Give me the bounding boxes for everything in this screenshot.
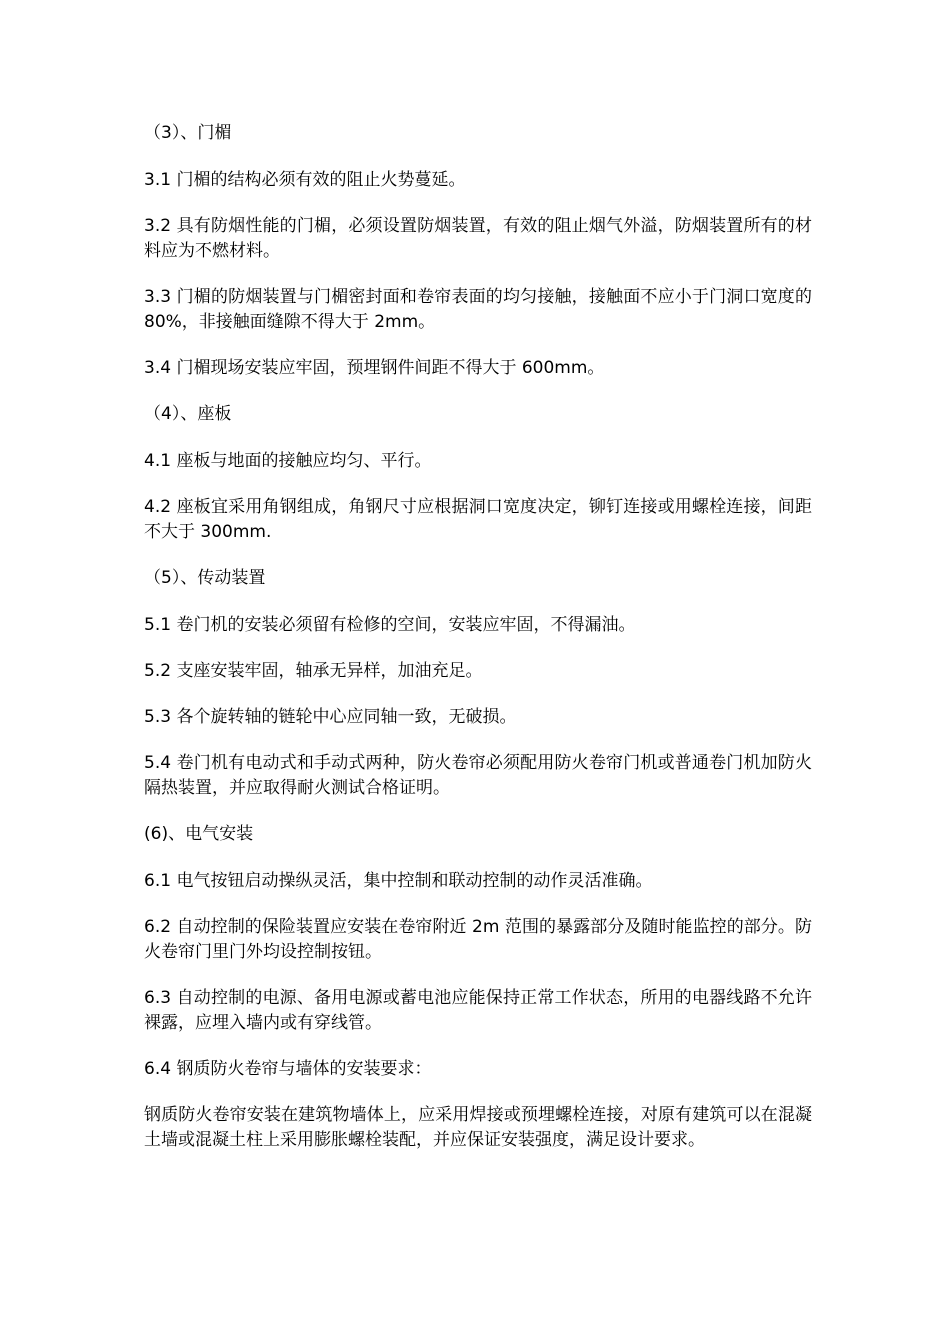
paragraph-3-4: 3.4 门楣现场安装应牢固，预埋钢件间距不得大于 600mm。 [144, 358, 605, 378]
paragraph-4-1: 4.1 座板与地面的接触应均匀、平行。 [144, 451, 432, 471]
paragraph-5-2: 5.2 支座安装牢固，轴承无异样，加油充足。 [144, 661, 483, 681]
paragraph-3-3: 3.3 门楣的防烟装置与门楣密封面和卷帘表面的均匀接触，接触面不应小于门洞口宽度的 80%，非接触面缝隙不得大于 2mm。 [144, 287, 812, 332]
section-heading-4: （4）、座板 [144, 404, 232, 424]
paragraph-3-2: 3.2 具有防烟性能的门楣，必须设置防烟装置，有效的阻止烟气外溢，防烟装置所有的材料应为不燃材料。 [144, 216, 812, 261]
paragraph-6-2: 6.2 自动控制的保险装置应安装在卷帘附近 2m 范围的暴露部分及随时能监控的部分。防火卷帘门里门外均设控制按钮。 [144, 917, 812, 962]
paragraph-5-1: 5.1 卷门机的安装必须留有检修的空间，安装应牢固，不得漏油。 [144, 615, 636, 635]
paragraph-4-2: 4.2 座板宜采用角钢组成，角钢尺寸应根据洞口宽度决定，铆钉连接或用螺栓连接，间距不大于 300mm. [144, 497, 812, 542]
paragraph-5-4: 5.4 卷门机有电动式和手动式两种，防火卷帘必须配用防火卷帘门机或普通卷门机加防火隔热装置，并应取得耐火测试合格证明。 [144, 753, 812, 798]
paragraph-3-1: 3.1 门楣的结构必须有效的阻止火势蔓延。 [144, 170, 466, 190]
paragraph-6-3: 6.3 自动控制的电源、备用电源或蓄电池应能保持正常工作状态，所用的电器线路不允许裸露，应埋入墙内或有穿线管。 [144, 988, 812, 1033]
section-heading-6: (6)、电气安装 [144, 824, 254, 844]
section-heading-5: （5）、传动装置 [144, 568, 266, 588]
paragraph-5-3: 5.3 各个旋转轴的链轮中心应同轴一致，无破损。 [144, 707, 517, 727]
document-page [144, 121, 812, 1174]
paragraph-6-4-detail: 钢质防火卷帘安装在建筑物墙体上，应采用焊接或预埋螺栓连接，对原有建筑可以在混凝土墙或混凝土柱上采用膨胀螺栓装配，并应保证安装强度，满足设计要求。 [144, 1105, 812, 1150]
paragraph-6-1: 6.1 电气按钮启动操纵灵活，集中控制和联动控制的动作灵活准确。 [144, 871, 653, 891]
section-heading-3: （3）、门楣 [144, 123, 232, 143]
paragraph-6-4: 6.4 钢质防火卷帘与墙体的安装要求： [144, 1059, 432, 1079]
